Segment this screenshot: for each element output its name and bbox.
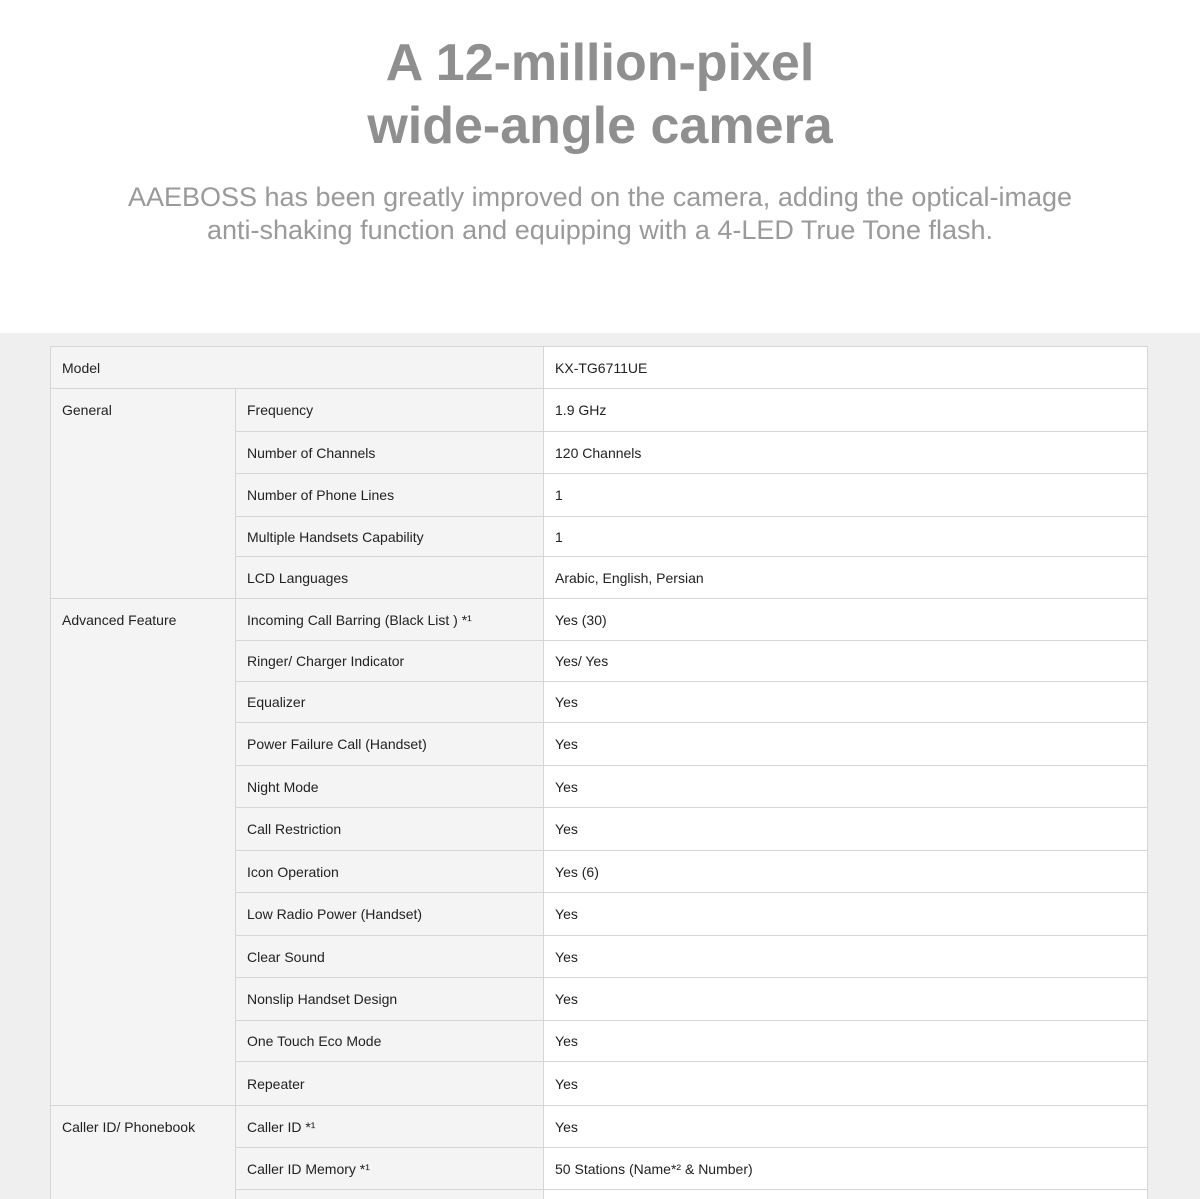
spec-label: Clear Sound [236,936,544,978]
title-line-2: wide-angle camera [367,97,833,155]
spec-label: Power Failure Call (Handset) [236,723,544,766]
spec-label: Icon Operation [236,851,544,893]
table-row [51,389,1148,432]
spec-label: Caller ID Memory *¹ [236,1148,544,1190]
subtitle [0,181,1200,247]
spec-label: Number of Channels [236,432,544,474]
spec-value: Yes/ Yes [544,641,1148,682]
table-row [51,599,1148,641]
model-value: KX-TG6711UE [544,347,1148,389]
spec-label: Caller ID *¹ [236,1106,544,1148]
page-title [0,32,1200,158]
spec-value: Yes [544,1021,1148,1062]
group-label: Caller ID/ Phonebook [51,1106,236,1199]
spec-value: 120 Channels [544,432,1148,474]
subtitle-line-2: anti-shaking function and equipping with a 4-LED True Tone flash. [206,215,993,245]
spec-label: Call Restriction [236,808,544,851]
table-row [51,1106,1148,1148]
spec-section [0,333,1200,1199]
spec-label: Nonslip Handset Design [236,978,544,1021]
spec-label [236,1190,544,1199]
spec-value: Arabic, English, Persian [544,557,1148,599]
spec-value: Yes [544,723,1148,766]
model-label: Model [51,347,544,389]
spec-value: 1 [544,474,1148,517]
spec-label: One Touch Eco Mode [236,1021,544,1062]
spec-table [50,346,1148,1199]
spec-value: 50 Stations (Name*² & Number) [544,1148,1148,1190]
spec-label: LCD Languages [236,557,544,599]
spec-value: Yes [544,936,1148,978]
table-row [51,347,1148,389]
hero-section [0,0,1200,333]
spec-label: Incoming Call Barring (Black List ) *¹ [236,599,544,641]
spec-label: Low Radio Power (Handset) [236,893,544,936]
spec-label: Frequency [236,389,544,432]
spec-label: Multiple Handsets Capability [236,517,544,557]
spec-value [544,1190,1148,1199]
spec-value: 1.9 GHz [544,389,1148,432]
spec-label: Night Mode [236,766,544,808]
spec-label: Repeater [236,1062,544,1106]
spec-value: Yes [544,766,1148,808]
subtitle-line-1: AAEBOSS has been greatly improved on the camera, adding the optical-image [127,182,1073,212]
spec-value: Yes [544,1062,1148,1106]
spec-label: Number of Phone Lines [236,474,544,517]
spec-value: Yes [544,682,1148,723]
spec-value: 1 [544,517,1148,557]
spec-value: Yes (30) [544,599,1148,641]
title-line-1: A 12-million-pixel [385,34,815,92]
group-label: General [51,389,236,599]
spec-value: Yes [544,893,1148,936]
group-label: Advanced Feature [51,599,236,1106]
spec-value: Yes [544,808,1148,851]
spec-label: Ringer/ Charger Indicator [236,641,544,682]
spec-value: Yes [544,1106,1148,1148]
spec-label: Equalizer [236,682,544,723]
spec-value: Yes [544,978,1148,1021]
spec-value: Yes (6) [544,851,1148,893]
